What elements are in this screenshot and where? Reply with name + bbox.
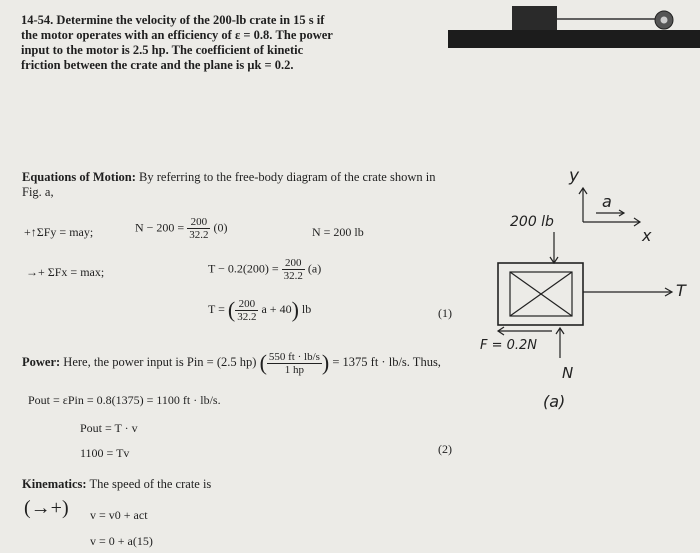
power-text: Here, the power input is Pin = (2.5 hp) <box>60 354 257 369</box>
motor-hub-icon <box>661 17 668 24</box>
kinematics-heading: Kinematics: <box>22 477 87 491</box>
eom-intro <box>22 170 435 185</box>
sum-fy-label: +↑ΣFy = may; <box>24 225 94 239</box>
eom-text-2: Fig. a, <box>22 185 54 199</box>
fbd-caption: (a) <box>543 392 566 411</box>
eq3-mid: a + 40 <box>261 301 292 316</box>
problem-line-4: friction between the crate and the plane is μk = 0.2. <box>21 58 294 72</box>
inclined-plane <box>448 30 700 48</box>
power-conv-den: 1 hp <box>284 363 305 376</box>
eq2-right: (a) <box>307 261 322 276</box>
eq3-left: T = <box>208 301 225 316</box>
kinematics-eq-1: v = v0 + act <box>90 508 148 522</box>
power-close-paren: ) <box>321 350 330 375</box>
kinematics-text: The speed of the crate is <box>86 477 212 491</box>
tv-equation: 1100 = Tv <box>80 446 130 460</box>
eq1-left: N − 200 = <box>135 220 185 235</box>
problem-line-2: the motor operates with an efficiency of ε = 0.8. The power <box>21 28 333 42</box>
eq-tag-2: (2) <box>438 442 452 456</box>
eq-t-solved <box>208 297 311 323</box>
eq1-den: 32.2 <box>189 229 209 241</box>
power-line <box>22 350 441 376</box>
sum-fx-label: →+ ΣFx = max; <box>26 265 105 279</box>
eq1-right: (0) <box>213 220 228 235</box>
power-result: = 1375 ft · lb/s. Thus, <box>332 354 441 369</box>
fbd-tension-label: T <box>676 281 686 300</box>
pout-tv-equation: Pout = T · v <box>80 421 138 435</box>
eq1-num: 200 <box>187 216 210 229</box>
eq3-close-paren: ) <box>291 297 299 322</box>
eq2-num: 200 <box>282 257 305 270</box>
eq2-left: T − 0.2(200) = <box>208 261 279 276</box>
eq3-open-paren: ( <box>227 297 236 322</box>
eq-t-motion <box>208 257 321 282</box>
crate <box>512 6 557 30</box>
eom-heading: Equations of Motion: <box>22 170 136 184</box>
power-conv-num: 550 ft · lb/s <box>268 350 320 363</box>
kinematics-line <box>22 477 211 492</box>
pout-equation: Pout = εPin = 0.8(1375) = 1100 ft · lb/s. <box>28 393 221 407</box>
eq3-fraction <box>235 298 258 323</box>
kinematics-sign: (→+) <box>24 497 69 519</box>
power-heading: Power: <box>22 354 61 369</box>
fbd-x-label: x <box>642 226 652 245</box>
problem-line-1: Determine the velocity of the 200-lb crate in 15 s if <box>56 13 325 27</box>
eq3-unit: lb <box>301 301 312 316</box>
eq2-den: 32.2 <box>283 270 303 282</box>
problem-line-3: input to the motor is 2.5 hp. The coefficient of kinetic <box>21 43 304 57</box>
power-conversion <box>267 351 322 376</box>
fbd-a-label: a <box>602 192 612 211</box>
power-open-paren: ( <box>259 350 267 375</box>
fbd-normal-label: N <box>562 364 574 382</box>
kinematics-eq-2: v = 0 + a(15) <box>90 534 153 548</box>
problem-number: 14-54. <box>21 13 54 27</box>
eq2-fraction <box>282 257 305 282</box>
eq3-den: 32.2 <box>237 310 257 323</box>
eq3-num: 200 <box>235 298 258 311</box>
eq-tag-1: (1) <box>438 306 452 320</box>
eq-n-result: N = 200 lb <box>312 225 364 239</box>
eom-text: By referring to the free-body diagram of the crate shown in <box>135 170 436 184</box>
fbd-weight-label: 200 lb <box>510 214 554 230</box>
eq-n-balance <box>135 216 227 241</box>
fbd-y-label: y <box>569 166 580 186</box>
eq1-fraction <box>187 216 210 241</box>
fbd-friction-label: F = 0.2N <box>480 338 538 353</box>
problem-figure <box>448 6 700 48</box>
